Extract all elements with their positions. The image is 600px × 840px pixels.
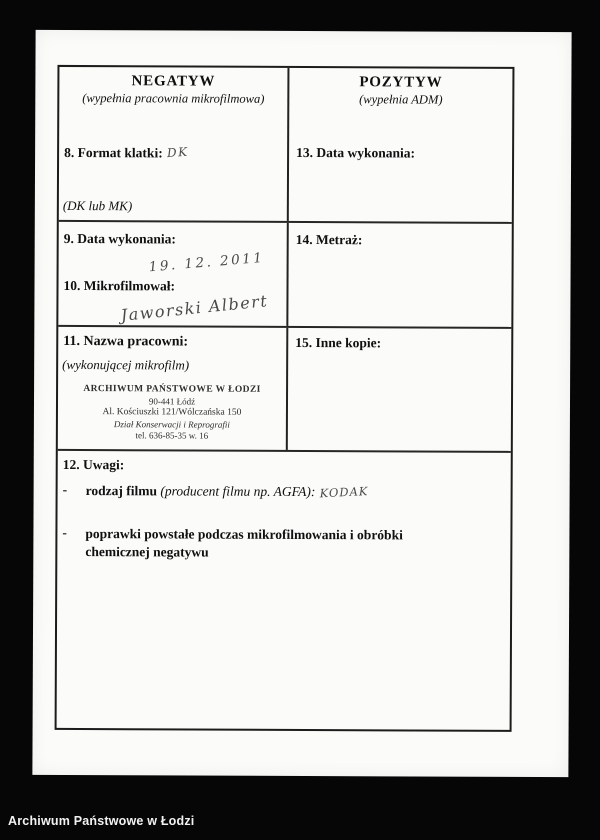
negatyw-column-title: NEGATYW: [131, 73, 216, 90]
form-row-4: [57, 449, 511, 728]
uwagi-item-1-italic: (producent filmu np. AGFA):: [160, 483, 316, 500]
field-10-handwritten-signature: Jaworski Albert: [119, 291, 269, 325]
form-row-1: [59, 67, 513, 222]
field-14-label: 14. Metraż:: [295, 231, 363, 248]
bullet-dash: -: [62, 524, 67, 540]
stamp-line-4: Dział Konserwacji i Reprografii: [113, 418, 230, 430]
uwagi-item-1-bold: rodzaj filmu: [85, 483, 158, 499]
microfilm-form-table: [55, 65, 515, 732]
field-13-label: 13. Data wykonania:: [296, 144, 416, 161]
field-15-label: 15. Inne kopie:: [295, 334, 382, 351]
uwagi-item-2: [62, 525, 482, 563]
pozytyw-column-subtitle: (wypełnia ADM): [359, 92, 443, 107]
uwagi-item-1: [63, 482, 483, 502]
field-11-label: 11. Nazwa pracowni:: [63, 333, 189, 350]
stamp-line-5: tel. 636-85-35 w. 16: [135, 430, 209, 441]
archive-footer-caption: Archiwum Państwowe w Łodzi: [8, 814, 195, 828]
field-10-label: 10. Mikrofilmował:: [63, 277, 176, 294]
uwagi-item-1-handwritten-value: KODAK: [319, 484, 369, 501]
uwagi-item-1-text: [86, 482, 369, 501]
form-row-2: [58, 220, 511, 327]
field-8-handwritten-value: DK: [166, 144, 189, 161]
stamp-line-2: 90-441 Łódź: [148, 395, 196, 407]
pozytyw-column-title: POZYTYW: [359, 74, 443, 91]
stamp-line-3: Al. Kościuszki 121/Wólczańska 150: [102, 407, 242, 418]
form-row-3: [58, 325, 512, 451]
uwagi-item-2-bold: poprawki powstałe podczas mikrofilmowania i obróbki chemicznej negatywu: [85, 526, 403, 560]
cell-negatyw-header: [59, 67, 288, 221]
field-12-label: 12. Uwagi:: [62, 456, 125, 473]
cell-field-14: [286, 223, 511, 327]
field-9-handwritten-date: 19. 12. 2011: [148, 249, 265, 276]
cell-field-12: [57, 451, 511, 728]
cell-fields-9-10: [58, 222, 286, 326]
field-8-hint: (DK lub MK): [62, 197, 133, 214]
field-11-sublabel: (wykonującej mikrofilm): [62, 356, 190, 373]
stamp-line-1: ARCHIWUM PAŃSTWOWE W ŁODZI: [83, 384, 261, 395]
field-9-label: 9. Data wykonania:: [63, 230, 176, 247]
negatyw-column-subtitle: (wypełnia pracownia mikrofilmowa): [82, 91, 265, 106]
cell-pozytyw-header: [287, 68, 513, 222]
field-8-label: 8. Format klatki:: [64, 144, 163, 161]
workshop-stamp: [58, 384, 286, 443]
uwagi-item-2-text: [85, 525, 455, 563]
cell-field-11: [58, 327, 287, 450]
bullet-dash: -: [62, 481, 68, 497]
cell-field-15: [286, 328, 512, 451]
field-8: [64, 144, 188, 163]
scanned-document-page: [32, 30, 571, 777]
